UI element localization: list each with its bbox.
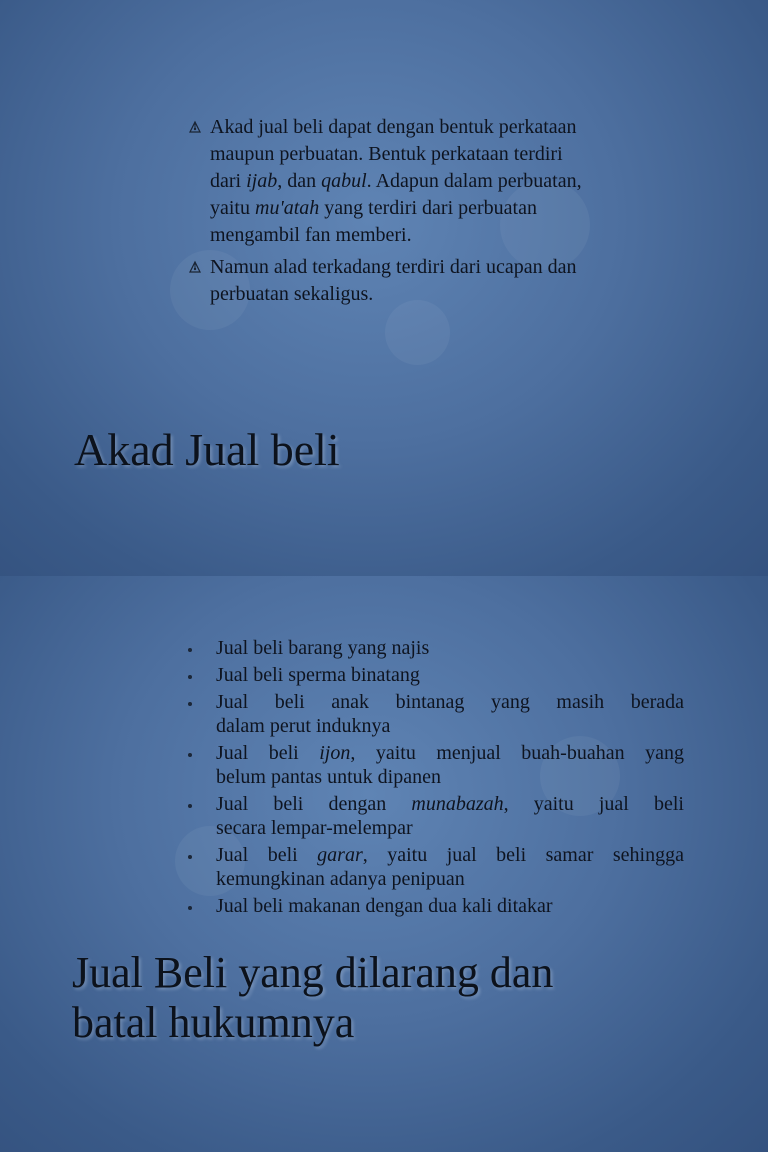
bullet-text: dalam perut induknya (216, 715, 391, 737)
list-item (188, 114, 688, 249)
bullet-text: Akad jual beli dapat dengan bentuk perkataan (210, 116, 577, 138)
slide-title (72, 948, 553, 1048)
term-muatah: mu'atah (255, 197, 320, 219)
list-item (182, 690, 684, 738)
dot-bullet-icon (188, 648, 192, 652)
pen-nib-bullet-icon (188, 120, 202, 134)
slide2-bullet-list (182, 636, 684, 921)
list-item (188, 254, 688, 308)
list-item (182, 843, 684, 891)
slide-title: Akad Jual beli (74, 424, 340, 475)
list-item (182, 663, 684, 687)
bullet-text: Jual beli garar, yaitu jual beli samar sehingga (216, 844, 684, 866)
dot-bullet-icon (188, 675, 192, 679)
slide-title-line-1: Jual Beli yang dilarang dan (72, 948, 554, 997)
bullet-text: Namun alad terkadang terdiri dari ucapan dan (210, 256, 577, 278)
pen-nib-bullet-icon (188, 260, 202, 274)
list-item (182, 792, 684, 840)
bullet-text: kemungkinan adanya penipuan (216, 868, 465, 890)
dot-bullet-icon (188, 855, 192, 859)
dot-bullet-icon (188, 702, 192, 706)
term-ijab: ijab (246, 170, 278, 192)
bullet-text: Jual beli sperma binatang (216, 664, 420, 686)
bullet-text: belum pantas untuk dipanen (216, 766, 441, 788)
bullet-text: maupun perbuatan. Bentuk perkataan terdiri (210, 143, 563, 165)
term-garar: garar (317, 844, 363, 866)
bullet-text: secara lempar-melempar (216, 817, 413, 839)
slide-jual-beli-dilarang (0, 576, 768, 1152)
bullet-text: perbuatan sekaligus. (210, 283, 374, 305)
term-ijon: ijon (319, 742, 351, 764)
bullet-text: dari ijab, dan qabul. Adapun dalam perbuatan, (210, 170, 582, 192)
dot-bullet-icon (188, 753, 192, 757)
term-qabul: qabul (321, 170, 367, 192)
bullet-text: Jual beli makanan dengan dua kali ditakar (216, 895, 553, 917)
bullet-text: Jual beli barang yang najis (216, 637, 430, 659)
slide1-bullet-list (188, 114, 688, 313)
bullet-text: Jual beli anak bintanag yang masih berada (216, 691, 684, 713)
list-item (182, 894, 684, 918)
bullet-text: yaitu mu'atah yang terdiri dari perbuatan (210, 197, 537, 219)
list-item (182, 741, 684, 789)
slide-title-line-2: batal hukumnya (72, 998, 355, 1047)
bullet-text: Jual beli ijon, yaitu menjual buah-buahan yang (216, 742, 684, 764)
dot-bullet-icon (188, 804, 192, 808)
dot-bullet-icon (188, 906, 192, 910)
term-munabazah: munabazah (411, 793, 504, 815)
list-item (182, 636, 684, 660)
bullet-text: mengambil fan memberi. (210, 224, 412, 246)
bullet-text: Jual beli dengan munabazah, yaitu jual beli (216, 793, 684, 815)
